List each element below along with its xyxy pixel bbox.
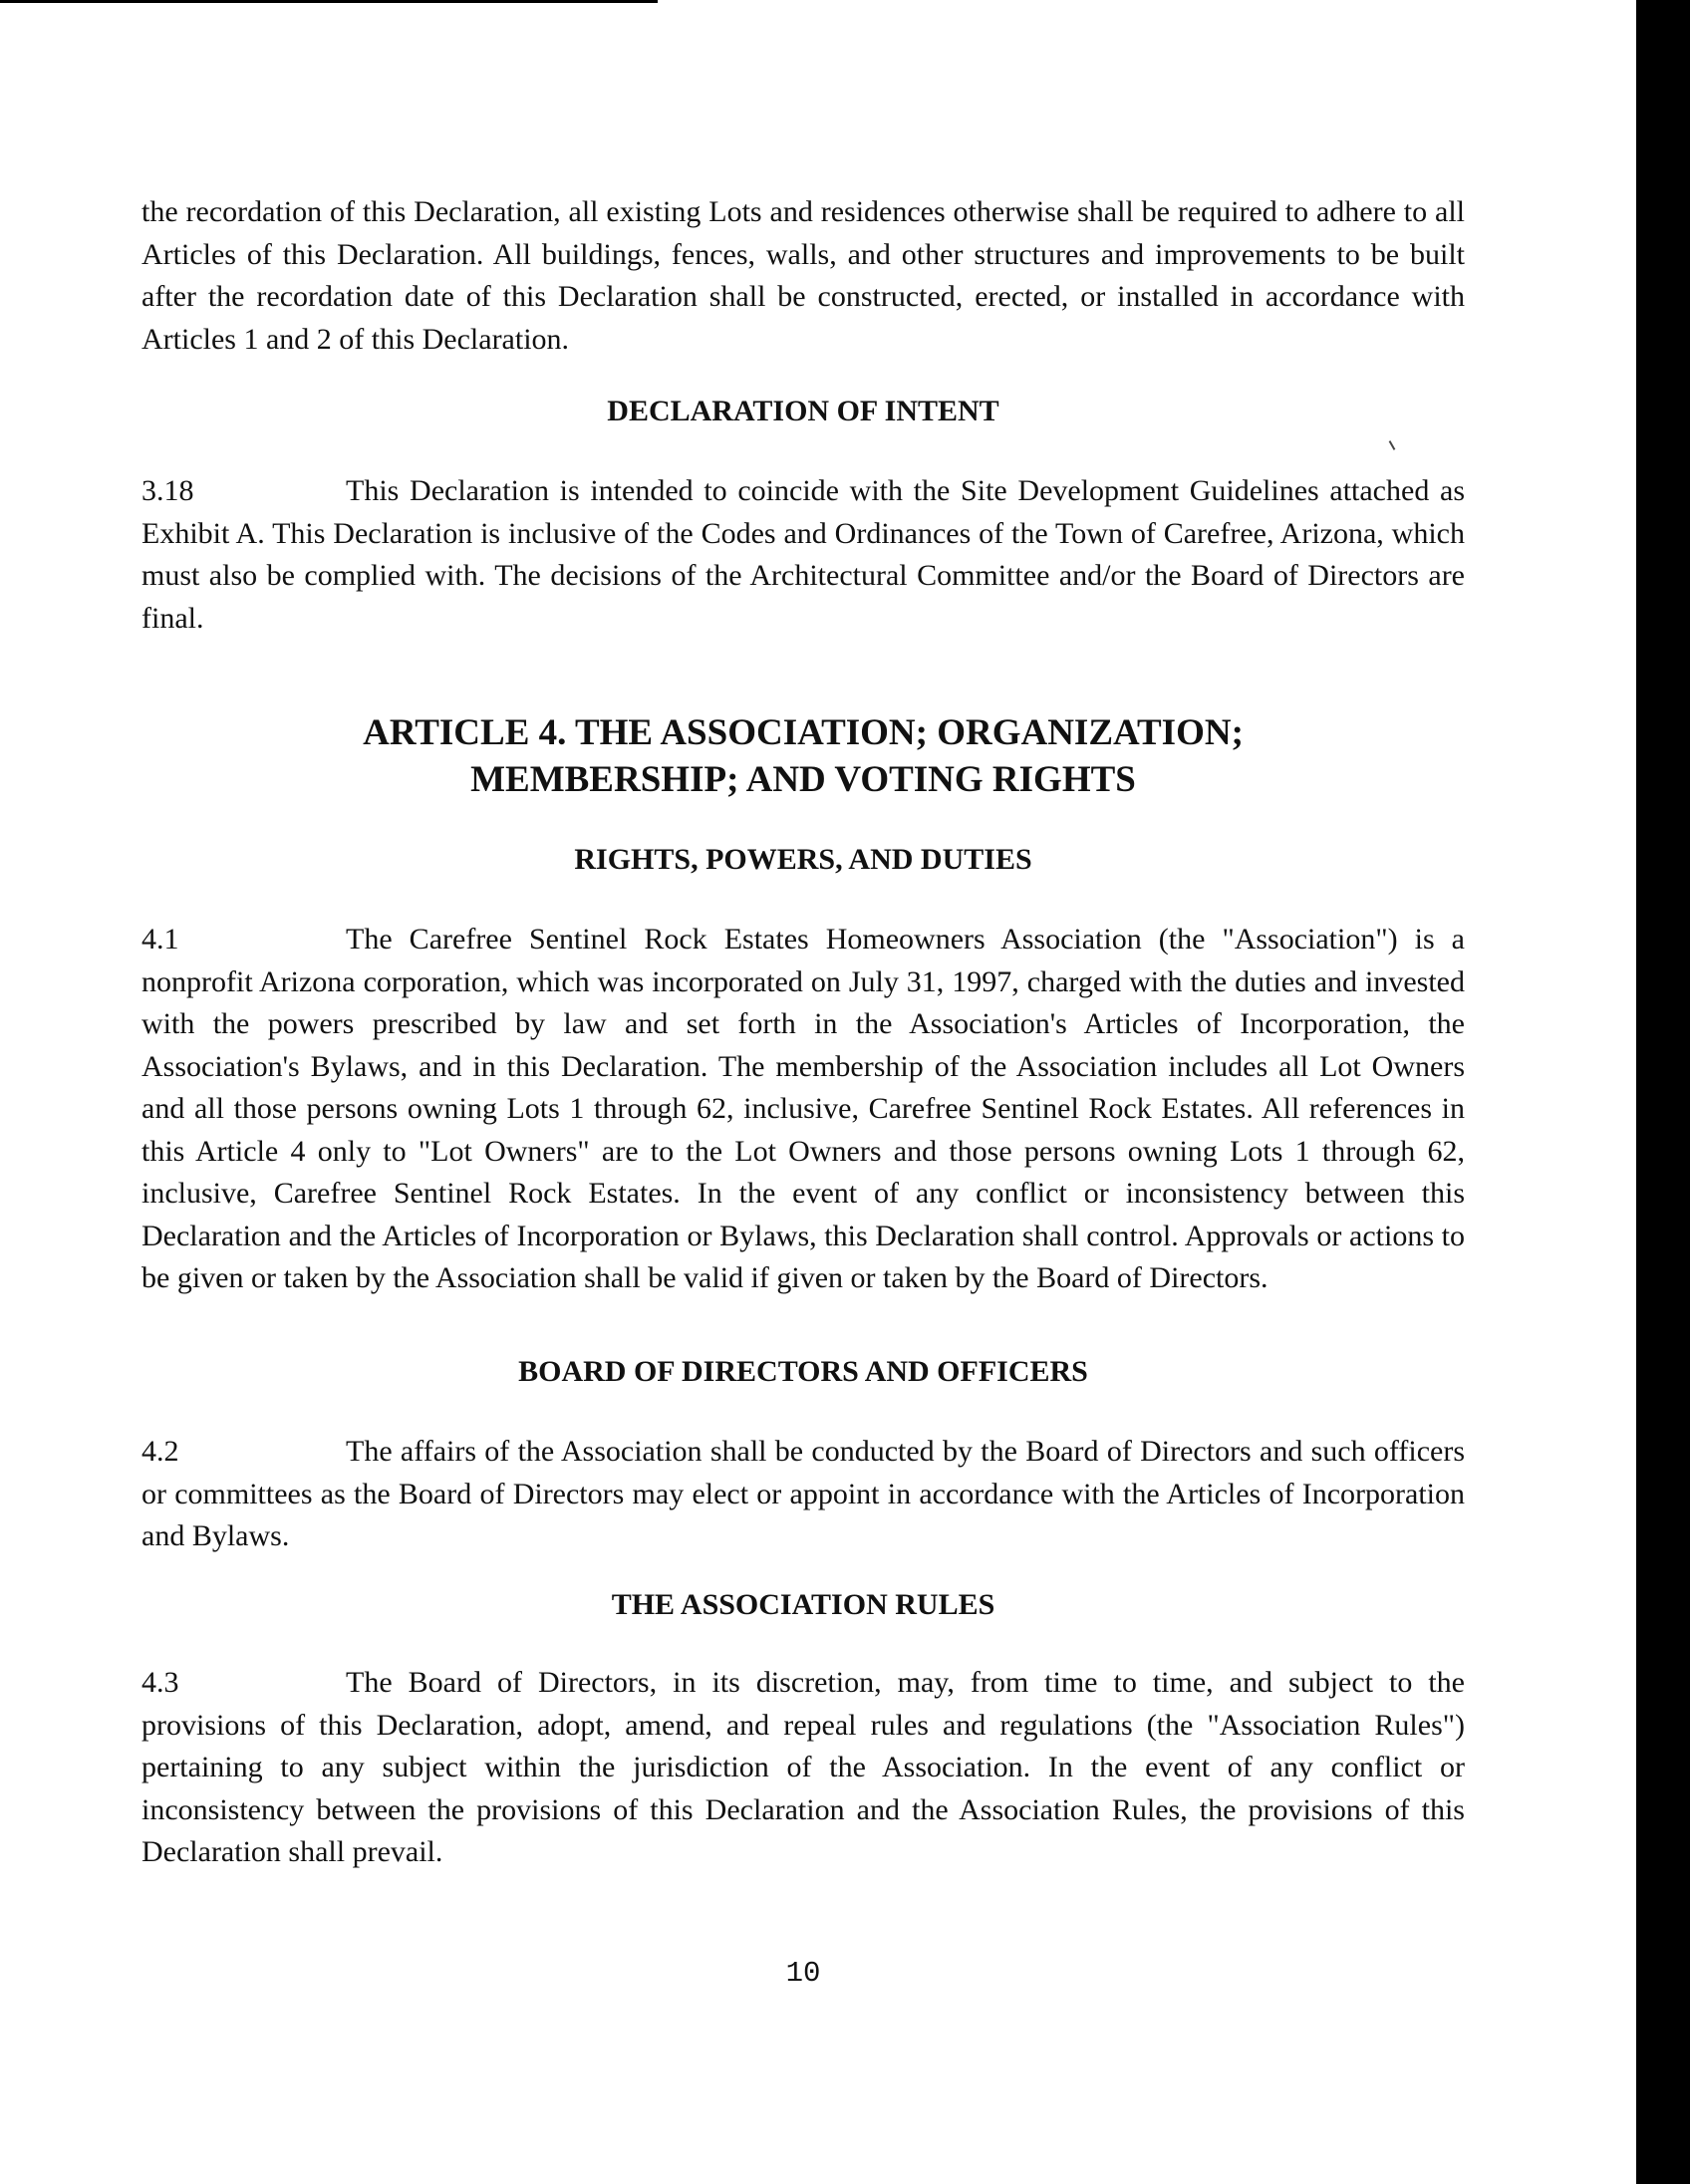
- article-title-line-2: MEMBERSHIP; AND VOTING RIGHTS: [470, 759, 1136, 800]
- scan-speck: [1389, 440, 1396, 450]
- section-4-2: [141, 1431, 1465, 1558]
- association-rules-heading: THE ASSOCIATION RULES: [611, 1588, 995, 1621]
- intro-paragraph: the recordation of this Declaration, all existing Lots and residences otherwise shall be required to adhere to all Articles of this Declaration. All buildings, fences, walls, and other structures and improvements to be built after the recordation date of this Declaration shall be constructed, erected, or installed in accordance with Articles 1 and 2 of this Declaration.: [141, 195, 1465, 356]
- section-number: 3.18: [141, 474, 194, 507]
- section-text: This Declaration is intended to coincide with the Site Development Guidelines attached as Exhibit A. This Declaration is inclusive of the Codes and Ordinances of the Town of Carefree, Arizona, which must also be complied with. The decisions of the Architectural Committee and/or the Board of Directors are final.: [141, 474, 1465, 635]
- section-text: The Board of Directors, in its discretion, may, from time to time, and subject to the provisions of this Declaration, adopt, amend, and repeal rules and regulations (the "Association Rules") pertaining to any subject within the jurisdiction of the Association. In the event of any conflict or inconsistency between the provisions of this Declaration and the Association Rules, the provisions of this Declaration shall prevail.: [141, 1666, 1465, 1868]
- scan-right-edge: [1636, 0, 1690, 2184]
- section-4-1: [141, 919, 1465, 1300]
- section-number: 4.2: [141, 1435, 179, 1468]
- article-title-line-1: ARTICLE 4. THE ASSOCIATION; ORGANIZATION;: [363, 712, 1244, 753]
- scan-top-rule: [0, 0, 658, 3]
- board-heading: BOARD OF DIRECTORS AND OFFICERS: [518, 1355, 1088, 1388]
- section-4-3: [141, 1662, 1465, 1874]
- section-3-18: [141, 470, 1465, 640]
- section-number: 4.3: [141, 1666, 179, 1699]
- section-text: The Carefree Sentinel Rock Estates Homeowners Association (the "Association") is a nonprofit Arizona corporation, which was incorporated on July 31, 1997, charged with the duties and invested with the powers prescribed by law and set forth in the Association's Articles of Incorporation, the Association's Bylaws, and in this Declaration. The membership of the Association includes all Lot Owners and all those persons owning Lots 1 through 62, inclusive, Carefree Sentinel Rock Estates. All references in this Article 4 only to "Lot Owners" are to the Lot Owners and those persons owning Lots 1 through 62, inclusive, Carefree Sentinel Rock Estates. In the event of any conflict or inconsistency between this Declaration and the Articles of Incorporation or Bylaws, this Declaration shall control. Approvals or actions to be given or taken by the Association shall be valid if given or taken by the Board of Directors.: [141, 923, 1465, 1294]
- article-4-title: [141, 709, 1465, 803]
- rights-powers-heading: RIGHTS, POWERS, AND DUTIES: [574, 843, 1032, 876]
- page-number: 10: [785, 1957, 821, 1990]
- section-number: 4.1: [141, 923, 179, 956]
- section-text: The affairs of the Association shall be conducted by the Board of Directors and such officers or committees as the Board of Directors may elect or appoint in accordance with the Articles of Incorporation and Bylaws.: [141, 1435, 1465, 1552]
- declaration-of-intent-heading: DECLARATION OF INTENT: [607, 395, 999, 427]
